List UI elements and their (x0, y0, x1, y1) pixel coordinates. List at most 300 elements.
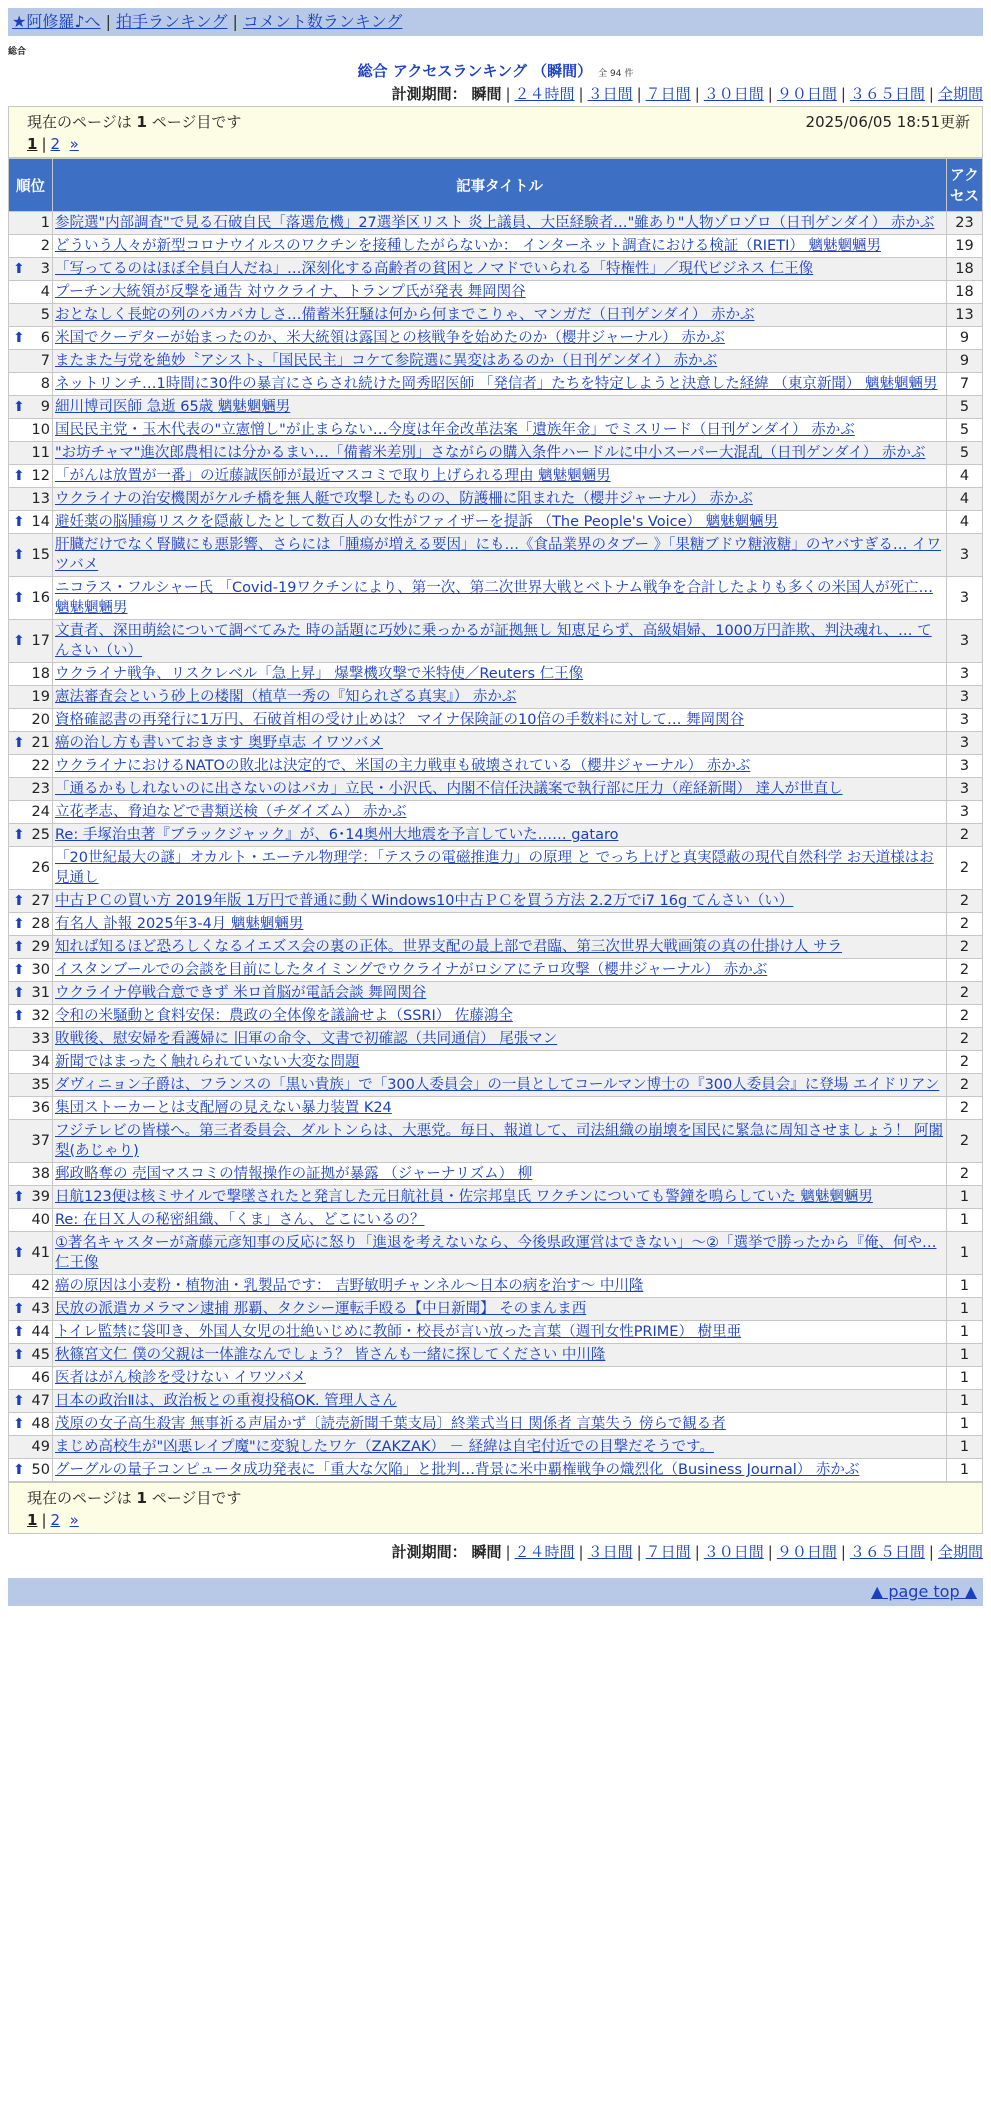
article-link[interactable]: 文責者、深田萌絵について調べてみた 時の話題に巧妙に乗っかるが証拠無し 知恵足らず、高級娼婦、1000万円詐欺、判決魂れ、… てんさい（い） (55, 623, 932, 659)
rank-cell (9, 419, 53, 442)
up-arrow-icon: ⬆ (13, 1416, 25, 1432)
article-link[interactable]: 集団ストーカーとは支配層の見えない暴力装置 K24 (55, 1100, 392, 1116)
table-row (9, 1028, 983, 1051)
article-link[interactable]: またまた与党を絶妙〝アシスト〟「国民民主」コケて参院選に異変はあるのか（日刊ゲンダイ） 赤かぶ (55, 353, 718, 369)
rank-number: 49 (31, 1439, 50, 1455)
title-cell (53, 1344, 947, 1367)
pager-next[interactable]: » (69, 135, 79, 153)
access-count: 2 (947, 913, 983, 936)
article-link[interactable]: プーチン大統領が反撃を通告 対ウクライナ、トランプ氏が発表 舞岡関谷 (55, 284, 526, 300)
period-separator: | (928, 85, 934, 103)
access-count: 1 (947, 1298, 983, 1321)
access-count: 3 (947, 577, 983, 620)
rank-cell (9, 801, 53, 824)
rank-number: 6 (40, 330, 50, 346)
section-label: 総合 (8, 47, 27, 57)
table-row (9, 1232, 983, 1275)
up-arrow-icon: ⬆ (13, 962, 25, 978)
rank-number: 12 (31, 468, 50, 484)
article-link[interactable]: "お坊チャマ"進次郎農相には分かるまい…「備蓄米差別」さながらの購入条件ハードルに中小スーパー大混乱（日刊ゲンダイ） 赤かぶ (55, 445, 926, 461)
table-row (9, 1413, 983, 1436)
table-row (9, 1209, 983, 1232)
rank-number: 38 (31, 1166, 50, 1182)
table-row (9, 732, 983, 755)
title-cell (53, 1321, 947, 1344)
up-arrow-icon: ⬆ (13, 1347, 25, 1363)
access-count: 1 (947, 1367, 983, 1390)
title-cell (53, 1232, 947, 1275)
rank-number: 33 (31, 1031, 50, 1047)
up-arrow-icon: ⬆ (13, 330, 25, 346)
access-count: 2 (947, 936, 983, 959)
rank-cell (9, 1275, 53, 1298)
title-cell (53, 419, 947, 442)
period-separator: | (505, 85, 511, 103)
article-link[interactable]: 敗戦後、慰安婦を看護婦に 旧軍の命令、文書で初確認（共同通信） 尾張マン (55, 1031, 558, 1047)
rank-number: 26 (31, 860, 50, 876)
table-row (9, 709, 983, 732)
up-arrow-icon: ⬆ (13, 590, 25, 606)
access-count: 1 (947, 1321, 983, 1344)
up-arrow-icon: ⬆ (13, 827, 25, 843)
article-link[interactable]: 茂原の女子高生殺害 無事祈る声届かず〔読売新聞千葉支局〕終業式当日 関係者 言葉失う 傍らで観る者 (55, 1416, 726, 1432)
rank-number: 17 (31, 633, 50, 649)
article-link[interactable]: 「通るかもしれないのに出さないのはバカ」立民・小沢氏、内閣不信任決議案で執行部に圧力（産経新聞） 達人が世直し (55, 781, 843, 797)
rank-number: 1 (40, 215, 50, 231)
title-cell (53, 1120, 947, 1163)
rank-cell (9, 212, 53, 235)
period-link-24h[interactable]: ２４時間 (514, 85, 575, 103)
rank-number: 5 (40, 307, 50, 323)
up-arrow-icon: ⬆ (13, 985, 25, 1001)
period-link-7d[interactable]: ７日間 (645, 85, 691, 103)
page-info-bottom (8, 1482, 983, 1534)
period-link-30d[interactable]: ３０日間 (703, 85, 764, 103)
article-link[interactable]: 癌の治し方も書いておきます 奥野卓志 イワツバメ (55, 735, 383, 751)
period-separator: | (505, 1543, 511, 1561)
pager-link-2[interactable]: 2 (50, 1511, 61, 1529)
access-count: 2 (947, 824, 983, 847)
title-cell (53, 577, 947, 620)
access-count: 1 (947, 1232, 983, 1275)
article-link[interactable]: 資格確認書の再発行に1万円、石破首相の受け止めは？ マイナ保険証の10倍の手数料に対して… 舞岡関谷 (55, 712, 745, 728)
article-link[interactable]: ニコラス・フルシャー氏 「Covid-19ワクチンにより、第一次、第二次世界大戦とベトナム戦争を合計したよりも多くの米国人が死亡…魑魅魍魎男 (55, 580, 933, 616)
table-row (9, 1436, 983, 1459)
access-count: 9 (947, 350, 983, 373)
access-count: 5 (947, 419, 983, 442)
article-link[interactable]: イスタンブールでの会談を目前にしたタイミングでウクライナがロシアにテロ攻撃（櫻井ジャーナル） 赤かぶ (55, 962, 768, 978)
rank-number: 37 (31, 1133, 50, 1149)
access-count: 4 (947, 488, 983, 511)
access-count: 4 (947, 511, 983, 534)
rank-number: 36 (31, 1100, 50, 1116)
table-row (9, 663, 983, 686)
article-link[interactable]: 秋篠宮文仁 僕の父親は一体誰なんでしょう？ 皆さんも一緒に探してください 中川隆 (55, 1347, 606, 1363)
page-status-prefix: 現在のページは (27, 1489, 132, 1507)
article-link[interactable]: 知れば知るほど恐ろしくなるイエズス会の裏の正体。世界支配の最上部で君臨、第三次世界大戦画策の真の仕掛け人 サラ (55, 939, 843, 955)
rank-cell (9, 1321, 53, 1344)
access-count: 1 (947, 1209, 983, 1232)
rank-cell (9, 1028, 53, 1051)
title-cell (53, 1390, 947, 1413)
nav-link-asyura[interactable]: ★阿修羅♪へ (12, 12, 101, 31)
article-link[interactable]: 中古ＰＣの買い方 2019年版 1万円で普通に動くWindows10中古ＰＣを買う方法 2.2万でi7 16g てんさい（い） (55, 893, 794, 909)
table-row (9, 936, 983, 959)
table-row (9, 824, 983, 847)
article-link[interactable]: 新聞ではまったく触れられていない大変な問題 (55, 1054, 360, 1070)
article-link[interactable]: どういう人々が新型コロナウイルスのワクチンを接種したがらないか： インターネット調査における検証（RIETI） 魑魅魍魎男 (55, 238, 881, 254)
period-link-365d[interactable]: ３６５日間 (849, 1543, 925, 1561)
rank-number: 32 (31, 1008, 50, 1024)
period-link-7d[interactable]: ７日間 (645, 1543, 691, 1561)
rank-number: 24 (31, 804, 50, 820)
rank-cell (9, 1120, 53, 1163)
table-row (9, 511, 983, 534)
up-arrow-icon: ⬆ (13, 633, 25, 649)
article-link[interactable]: 憲法審査会という砂上の楼閣（植草一秀の『知られざる真実』） 赤かぶ (55, 689, 517, 705)
title-cell (53, 1097, 947, 1120)
article-link[interactable]: ウクライナの治安機関がケルチ橋を無人艇で攻撃したものの、防護柵に阻まれた（櫻井ジャーナル） 赤かぶ (55, 491, 753, 507)
article-link[interactable]: ウクライナにおけるNATOの敗北は決定的で、米国の主力戦車も破壊されている（櫻井ジャーナル） 赤かぶ (55, 758, 751, 774)
article-link[interactable]: 避妊薬の脳腫瘍リスクを隠蔽したとして数百人の女性がファイザーを提訴 （The People's Voice） 魑魅魍魎男 (55, 514, 779, 530)
article-link[interactable]: 令和の米騒動と食料安保：農政の全体像を議論せよ（SSRI） 佐藤鴻全 (55, 1008, 513, 1024)
table-row (9, 235, 983, 258)
access-count: 2 (947, 847, 983, 890)
period-separator: | (840, 85, 846, 103)
rank-cell (9, 982, 53, 1005)
up-arrow-icon: ⬆ (13, 1301, 25, 1317)
rank-cell (9, 1298, 53, 1321)
ranking-table-body (9, 212, 983, 1482)
article-link[interactable]: ①著名キャスターが斎藤元彦知事の反応に怒り「進退を考えないなら、今後県政運営はできない」～②「選挙で勝ったから『俺、何や… 仁王像 (55, 1235, 937, 1271)
access-count: 23 (947, 212, 983, 235)
access-count: 18 (947, 258, 983, 281)
title-cell (53, 982, 947, 1005)
table-row (9, 1186, 983, 1209)
top-nav (8, 8, 983, 36)
page-status-bottom (27, 1487, 241, 1509)
period-separator: | (694, 85, 700, 103)
period-label: 計測期間： (391, 1543, 467, 1561)
table-row (9, 534, 983, 577)
title-cell (53, 1275, 947, 1298)
rank-number: 42 (31, 1278, 50, 1294)
title-cell (53, 212, 947, 235)
title-cell (53, 488, 947, 511)
up-arrow-icon: ⬆ (13, 514, 25, 530)
rank-cell (9, 778, 53, 801)
rank-cell (9, 304, 53, 327)
rank-number: 39 (31, 1189, 50, 1205)
pager-next[interactable]: » (69, 1511, 79, 1529)
rank-cell (9, 1413, 53, 1436)
rank-number: 40 (31, 1212, 50, 1228)
article-link[interactable]: グーグルの量子コンピュータ成功発表に「重大な欠陥」と批判…背景に米中覇権戦争の熾烈化（Business Journal） 赤かぶ (55, 1462, 860, 1478)
access-count: 1 (947, 1436, 983, 1459)
rank-cell (9, 890, 53, 913)
article-link[interactable]: 細川博司医師 急逝 65歳 魑魅魍魎男 (55, 399, 291, 415)
up-arrow-icon: ⬆ (13, 1008, 25, 1024)
ranking-count: 全 94 件 (598, 69, 634, 79)
ranking-title-line (8, 60, 983, 82)
article-link[interactable]: 有名人 訃報 2025年3-4月 魑魅魍魎男 (55, 916, 304, 932)
header-count: アクセス (947, 159, 983, 212)
title-cell (53, 801, 947, 824)
rank-number: 28 (31, 916, 50, 932)
access-count: 3 (947, 801, 983, 824)
title-cell (53, 663, 947, 686)
rank-cell (9, 235, 53, 258)
title-cell (53, 327, 947, 350)
nav-link-comment-ranking[interactable]: コメント数ランキング (242, 12, 403, 31)
page (8, 0, 983, 1606)
title-cell (53, 1051, 947, 1074)
rank-cell (9, 396, 53, 419)
table-row (9, 1344, 983, 1367)
rank-number: 48 (31, 1416, 50, 1432)
header-rank: 順位 (9, 159, 53, 212)
access-count: 3 (947, 663, 983, 686)
table-row (9, 396, 983, 419)
period-link-24h[interactable]: ２４時間 (514, 1543, 575, 1561)
access-count: 2 (947, 1120, 983, 1163)
table-row (9, 847, 983, 890)
pager-separator: | (41, 135, 47, 153)
rank-cell (9, 258, 53, 281)
rank-cell (9, 1051, 53, 1074)
article-link[interactable]: Re: 在日Ｘ人の秘密組織、「くま」さん、どこにいるの？ (55, 1212, 425, 1228)
article-link[interactable]: 「がんは放置が一番」の近藤誠医師が最近マスコミで取り上げられる理由 魑魅魍魎男 (55, 468, 611, 484)
title-cell (53, 235, 947, 258)
page-info-top (8, 106, 983, 158)
access-count: 1 (947, 1275, 983, 1298)
title-cell (53, 304, 947, 327)
table-row (9, 1459, 983, 1482)
article-link[interactable]: 「20世紀最大の謎」オカルト・エーテル物理学：「テスラの電磁推進力」の原理 と でっち上げと真実隠蔽の現代自然科学 お天道様はお見通し (55, 850, 934, 886)
table-row (9, 1298, 983, 1321)
rank-cell (9, 488, 53, 511)
article-link[interactable]: 参院選"内部調査"で見る石破自民「落選危機」27選挙区リスト 炎上議員、大臣経験者…"雖あり"人物ゾロゾロ（日刊ゲンダイ） 赤かぶ (55, 215, 935, 231)
rank-number: 21 (31, 735, 50, 751)
rank-cell (9, 709, 53, 732)
pager-current: 1 (27, 135, 38, 153)
page-status-suffix: ページ目です (151, 1489, 242, 1507)
access-count: 1 (947, 1413, 983, 1436)
title-cell (53, 442, 947, 465)
table-row (9, 258, 983, 281)
rank-number: 4 (40, 284, 50, 300)
rank-cell (9, 1390, 53, 1413)
rank-number: 9 (40, 399, 50, 415)
period-link-30d[interactable]: ３０日間 (703, 1543, 764, 1561)
title-cell (53, 1005, 947, 1028)
period-link-90d[interactable]: ９０日間 (776, 1543, 837, 1561)
access-count: 13 (947, 304, 983, 327)
article-link[interactable]: ウクライナ停戦合意できず 米ロ首脳が電話会談 舞岡関谷 (55, 985, 427, 1001)
period-link-365d[interactable]: ３６５日間 (849, 85, 925, 103)
table-row (9, 442, 983, 465)
rank-number: 30 (31, 962, 50, 978)
rank-cell (9, 686, 53, 709)
up-arrow-icon: ⬆ (13, 1189, 25, 1205)
table-row (9, 1074, 983, 1097)
rank-number: 3 (40, 261, 50, 277)
rank-cell (9, 913, 53, 936)
period-separator: | (578, 85, 584, 103)
title-cell (53, 847, 947, 890)
table-row (9, 778, 983, 801)
access-count: 2 (947, 1163, 983, 1186)
table-row (9, 1367, 983, 1390)
access-count: 3 (947, 732, 983, 755)
period-separator: | (578, 1543, 584, 1561)
page-status-number: 1 (136, 113, 147, 131)
rank-number: 46 (31, 1370, 50, 1386)
article-link[interactable]: 日航123便は核ミサイルで撃墜されたと発言した元日航社員・佐宗邦皇氏 ワクチンについても警鐘を鳴らしていた 魑魅魍魎男 (55, 1189, 873, 1205)
access-count: 4 (947, 465, 983, 488)
period-link-3d[interactable]: ３日間 (587, 85, 633, 103)
up-arrow-icon: ⬆ (13, 939, 25, 955)
title-cell (53, 755, 947, 778)
header-title: 記事タイトル (53, 159, 947, 212)
rank-cell (9, 1367, 53, 1390)
rank-number: 18 (31, 666, 50, 682)
pager-bottom (27, 1509, 970, 1531)
rank-cell (9, 534, 53, 577)
title-cell (53, 959, 947, 982)
access-count: 2 (947, 1028, 983, 1051)
table-row (9, 1120, 983, 1163)
article-link[interactable]: まじめ高校生が"凶悪レイプ魔"に変貌したワケ（ZAKZAK） － 経緯は自宅付近での目撃だそうです。 (55, 1439, 714, 1455)
table-row (9, 686, 983, 709)
rank-number: 8 (40, 376, 50, 392)
rank-number: 19 (31, 689, 50, 705)
rank-cell (9, 1344, 53, 1367)
article-link[interactable]: ダヴィニョン子爵は、フランスの「黒い貴族」で「300人委員会」の一員としてコールマン博士の『300人委員会』に登場 エイドリアン (55, 1077, 940, 1093)
article-link[interactable]: 民放の派遣カメラマン逮捕 那覇、タクシー運転手殴る【中日新聞】 そのまんま西 (55, 1301, 587, 1317)
nav-link-applause-ranking[interactable]: 拍手ランキング (115, 12, 228, 31)
rank-cell (9, 1459, 53, 1482)
up-arrow-icon: ⬆ (13, 1324, 25, 1340)
period-link-all[interactable]: 全期間 (937, 1543, 983, 1561)
rank-cell (9, 1005, 53, 1028)
article-link[interactable]: トイレ監禁に袋叩き、外国人女児の壮絶いじめに教師・校長が言い放った言葉（週刊女性PRIME） 樹里亜 (55, 1324, 742, 1340)
article-link[interactable]: ネットリンチ…1時間に30件の暴言にさらされ続けた岡秀昭医師 「発信者」たちを特定しようと決意した経緯 （東京新聞） 魑魅魍魎男 (55, 376, 938, 392)
article-link[interactable]: 医者はがん検診を受けない イワツバメ (55, 1370, 306, 1386)
article-link[interactable]: 日本の政治Ⅱは、政治板との重複投稿OK. 管理人さん (55, 1393, 397, 1409)
rank-number: 2 (40, 238, 50, 254)
pager-link-2[interactable]: 2 (50, 135, 61, 153)
title-cell (53, 1074, 947, 1097)
period-separator: | (928, 1543, 934, 1561)
period-link-all[interactable]: 全期間 (937, 85, 983, 103)
page-top-link[interactable]: ▲ page top ▲ (870, 1582, 977, 1601)
rank-cell (9, 732, 53, 755)
period-label: 計測期間： (391, 85, 467, 103)
page-status (27, 111, 241, 133)
article-link[interactable]: フジテレビの皆様へ。第三者委員会、ダルトンらは、大悪党。毎日、報道して、司法組織の崩壊を国民に緊急に周知させましょう！ 阿闍梨(あじゃり) (55, 1123, 943, 1159)
article-link[interactable]: Re: 手塚治虫著『ブラックジャック』が、6･14奥州大地震を予言していた…… gataro (55, 827, 619, 843)
access-count: 1 (947, 1459, 983, 1482)
table-row (9, 1390, 983, 1413)
page-status-suffix: ページ目です (151, 113, 242, 131)
title-cell (53, 620, 947, 663)
rank-number: 22 (31, 758, 50, 774)
title-cell (53, 1436, 947, 1459)
rank-cell (9, 1436, 53, 1459)
access-count: 2 (947, 959, 983, 982)
up-arrow-icon: ⬆ (13, 1462, 25, 1478)
period-link-3d[interactable]: ３日間 (587, 1543, 633, 1561)
rank-number: 7 (40, 353, 50, 369)
title-cell (53, 1413, 947, 1436)
rank-number: 10 (31, 422, 50, 438)
up-arrow-icon: ⬆ (13, 735, 25, 751)
period-link-90d[interactable]: ９０日間 (776, 85, 837, 103)
pager-separator: | (41, 1511, 47, 1529)
table-row (9, 577, 983, 620)
access-count: 5 (947, 396, 983, 419)
table-row (9, 755, 983, 778)
table-row (9, 890, 983, 913)
rank-number: 29 (31, 939, 50, 955)
page-status-prefix: 現在のページは (27, 113, 132, 131)
title-cell (53, 511, 947, 534)
rank-cell (9, 511, 53, 534)
up-arrow-icon: ⬆ (13, 261, 25, 277)
article-link[interactable]: 「写ってるのはほぼ全員白人だね」…深刻化する高齢者の貧困とノマドでいられる「特権性」／現代ビジネス 仁王像 (55, 261, 814, 277)
access-count: 3 (947, 755, 983, 778)
updated-timestamp: 2025/06/05 18:51更新 (805, 113, 970, 131)
article-link[interactable]: 肝臓だけでなく腎臓にも悪影響、さらには「腫瘍が増える要因」にも…《食品業界のタブー 》「果糖ブドウ糖液糖」のヤバすぎる… イワツバメ (55, 537, 942, 573)
title-cell (53, 732, 947, 755)
article-link[interactable]: 癌の原因は小麦粉・植物油・乳製品です： 吉野敏明チャンネル～日本の病を治す～ 中川隆 (55, 1278, 644, 1294)
title-cell (53, 1209, 947, 1232)
period-separator: | (767, 1543, 773, 1561)
rank-number: 31 (31, 985, 50, 1001)
article-link[interactable]: ウクライナ戦争、リスクレベル「急上昇」 爆撃機攻撃で米特使／Reuters 仁王像 (55, 666, 584, 682)
rank-cell (9, 1074, 53, 1097)
rank-cell (9, 1232, 53, 1275)
article-link[interactable]: 郵政略奪の 売国マスコミの情報操作の証拠が暴露 （ジャーナリズム） 柳 (55, 1166, 533, 1182)
table-row (9, 488, 983, 511)
access-count: 18 (947, 281, 983, 304)
rank-cell (9, 1163, 53, 1186)
rank-cell (9, 755, 53, 778)
article-link[interactable]: 立花孝志、脅迫などで書類送検（チダイズム） 赤かぶ (55, 804, 407, 820)
access-count: 7 (947, 373, 983, 396)
access-count: 1 (947, 1390, 983, 1413)
access-count: 5 (947, 442, 983, 465)
access-count: 2 (947, 982, 983, 1005)
rank-number: 45 (31, 1347, 50, 1363)
table-row (9, 281, 983, 304)
table-row (9, 1163, 983, 1186)
article-link[interactable]: 国民民主党・玉木代表の"立憲憎し"が止まらない…今度は年金改革法案「遺族年金」でミスリード（日刊ゲンダイ） 赤かぶ (55, 422, 855, 438)
page-status-number: 1 (136, 1489, 147, 1507)
pager-top (27, 133, 970, 155)
table-row (9, 1005, 983, 1028)
article-link[interactable]: おとなしく長蛇の列のバカバカしさ…備蓄米狂騒は何から何までこりゃ、マンガだ（日刊ゲンダイ） 赤かぶ (55, 307, 755, 323)
access-count: 2 (947, 1051, 983, 1074)
footer-bar (8, 1578, 983, 1606)
rank-number: 44 (31, 1324, 50, 1340)
table-row (9, 212, 983, 235)
period-current: 瞬間 (471, 1543, 502, 1561)
title-cell (53, 1367, 947, 1390)
article-link[interactable]: 米国でクーデターが始まったのか、米大統領は露国との核戦争を始めたのか（櫻井ジャーナル） 赤かぶ (55, 330, 725, 346)
rank-cell (9, 1186, 53, 1209)
